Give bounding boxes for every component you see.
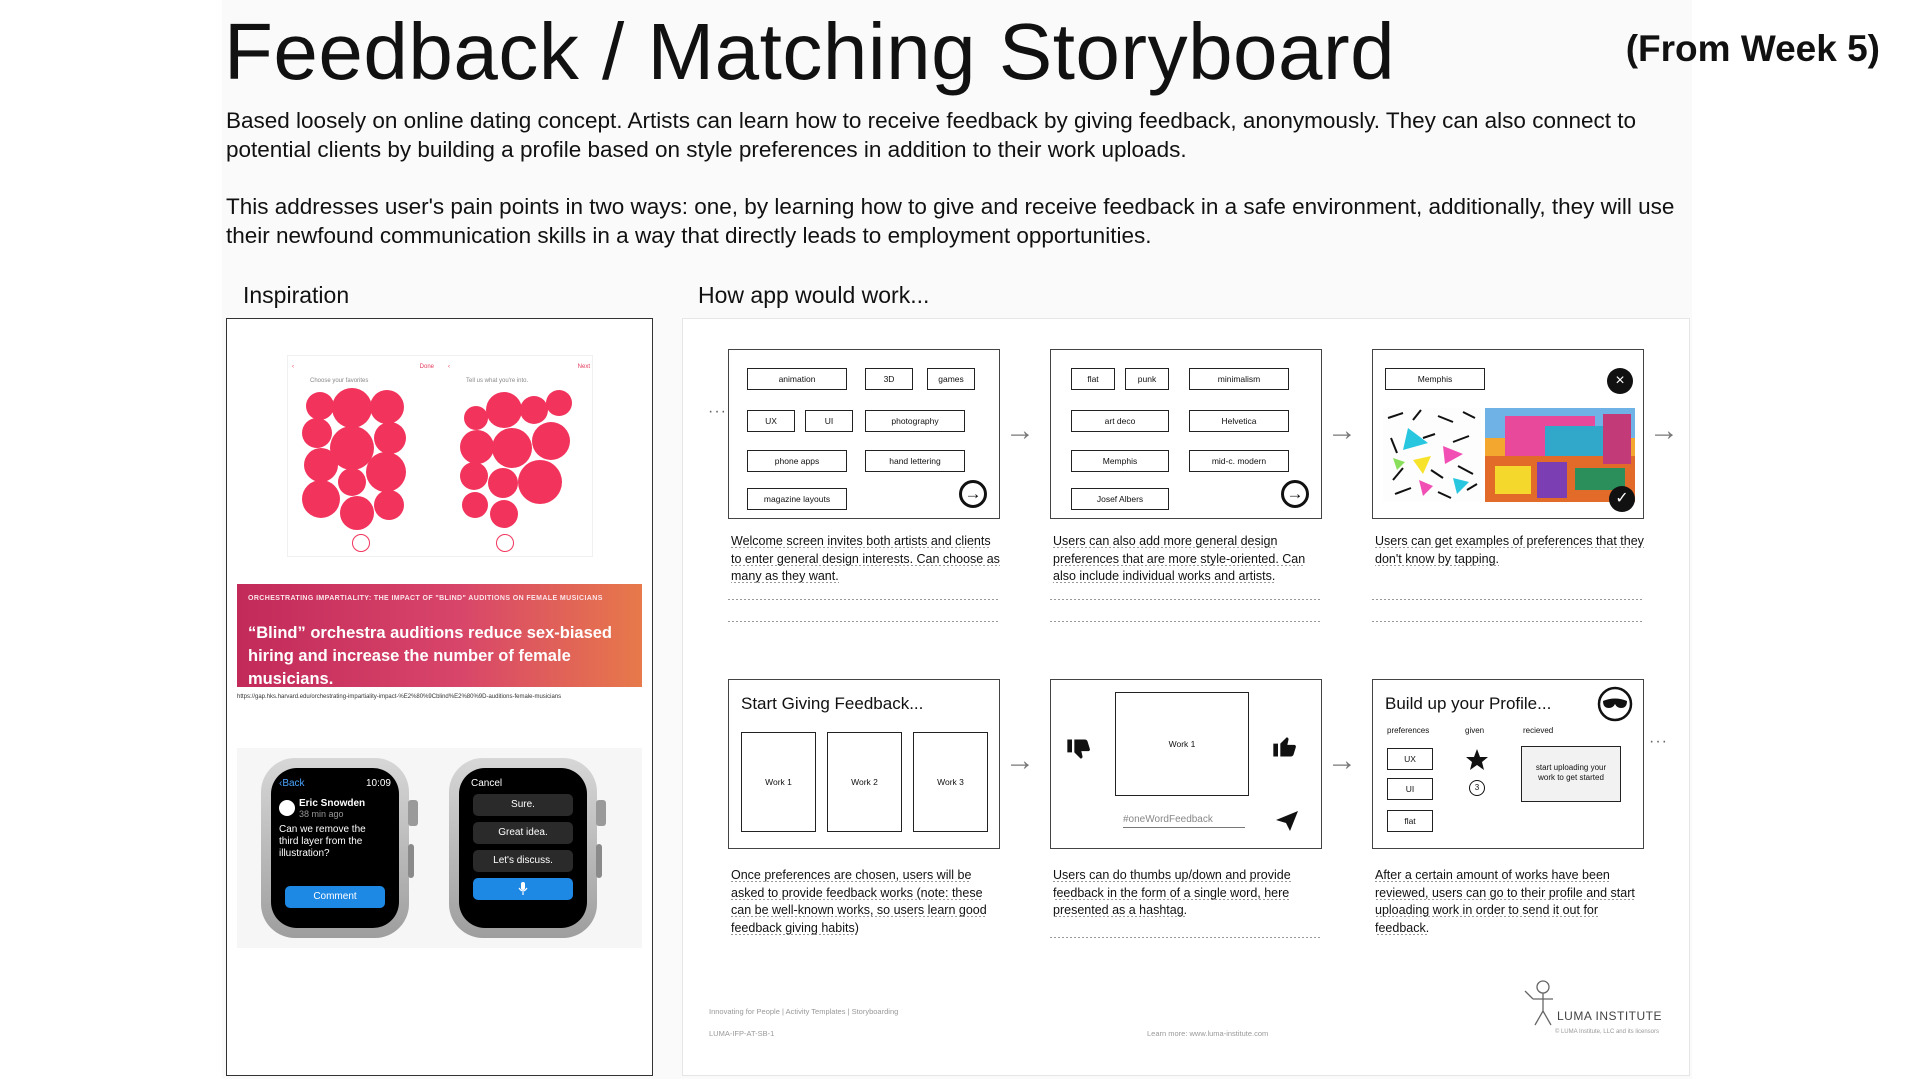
hashtag-feedback-input[interactable]: #oneWordFeedback — [1123, 814, 1245, 828]
tag-punk: punk — [1125, 368, 1169, 390]
page-title: Feedback / Matching Storyboard — [224, 7, 1396, 96]
footer-template-code: LUMA-IFP-AT-SB-1 — [709, 1029, 775, 1038]
close-icon[interactable]: × — [1607, 368, 1633, 394]
work-1-preview: Work 1 — [1115, 692, 1249, 796]
tag-josef-albers: Josef Albers — [1071, 488, 1169, 510]
work-2-card[interactable]: Work 2 — [827, 732, 902, 832]
frame-5-give-feedback — [1050, 679, 1322, 849]
inspiration-panel — [226, 318, 653, 1076]
watch-back-link: ‹Back — [279, 778, 305, 789]
tag-photography: photography — [865, 410, 965, 432]
bubble-heading-right: Tell us what you're into. — [466, 378, 529, 384]
footer-template-name: Innovating for People | Activity Templates | Storyboarding — [709, 1007, 899, 1016]
next-arrow-icon[interactable]: → — [959, 480, 987, 508]
tag-memphis-selected: Memphis — [1385, 368, 1485, 390]
article-kicker: ORCHESTRATING IMPARTIALITY: THE IMPACT OF "BLIND" AUDITIONS ON FEMALE MUSICIANS — [248, 595, 603, 602]
tag-art-deco: art deco — [1071, 410, 1169, 432]
intro-paragraph-2: This addresses user's pain points in two ways: one, by learning how to give and receive feedback in a safe environment, additionally, they will use their newfound communication skills in a way that directly leads to employment opportunities. — [226, 194, 1675, 248]
watch-left-screen — [271, 768, 399, 928]
work-1-card[interactable]: Work 1 — [741, 732, 816, 832]
watch-time: 10:09 — [365, 778, 391, 789]
given-column-label: given — [1465, 726, 1485, 735]
received-column-label: recieved — [1523, 726, 1554, 735]
profile-pref-ux: UX — [1387, 748, 1433, 770]
work-3-card[interactable]: Work 3 — [913, 732, 988, 832]
microphone-icon — [518, 882, 528, 896]
tag-animation: animation — [747, 368, 847, 390]
tag-magazine-layouts: magazine layouts — [747, 488, 847, 510]
next-arrow-icon[interactable]: → — [1281, 480, 1309, 508]
reply-option-discuss[interactable]: Let's discuss. — [473, 850, 573, 872]
start-feedback-title: Start Giving Feedback... — [741, 694, 924, 713]
frame-4-start-feedback — [728, 679, 1000, 849]
thumbs-down-icon[interactable] — [1065, 736, 1093, 764]
frame-6-build-profile — [1372, 679, 1644, 849]
tag-ux: UX — [747, 410, 795, 432]
upload-work-prompt[interactable]: start uploading your work to get started — [1521, 746, 1621, 802]
send-icon[interactable] — [1275, 810, 1299, 832]
tag-3d: 3D — [865, 368, 913, 390]
week-tag: (From Week 5) — [1625, 28, 1880, 69]
caption-frame-6: After a certain amount of works have been reviewed, users can go to their profile and start uploading work in order to send it out for feedback. — [1375, 868, 1635, 935]
phone-screen-right: ‹ Next Tell us what you're into. — [444, 356, 594, 558]
frame-2-style-preferences — [1050, 349, 1322, 519]
article-headline: “Blind” orchestra auditions reduce sex-biased hiring and increase the number of female musicians. — [248, 624, 613, 688]
tag-minimalism: minimalism — [1189, 368, 1289, 390]
build-profile-title: Build up your Profile... — [1385, 694, 1552, 713]
arrow-right-icon: → — [1005, 414, 1035, 447]
sender-name: Eric Snowden — [299, 798, 366, 809]
star-icon — [1465, 748, 1489, 772]
arrow-right-icon: → — [1005, 744, 1035, 777]
preferences-column-label: preferences — [1387, 726, 1430, 735]
reply-option-great-idea[interactable]: Great idea. — [473, 822, 573, 844]
tag-games: games — [927, 368, 975, 390]
watch-left — [261, 758, 409, 938]
memphis-pattern-image — [1383, 408, 1481, 502]
footer-copyright: © LUMA Institute, LLC and its licensors — [1554, 1029, 1659, 1035]
caption-frame-4: Once preferences are chosen, users will be asked to provide feedback works (note: these can be well-known works, so users learn good feedback giving habits) — [731, 868, 987, 935]
tag-memphis: Memphis — [1071, 450, 1169, 472]
next-link: Next — [577, 364, 590, 370]
done-link: Done — [419, 364, 434, 370]
tag-phone-apps: phone apps — [747, 450, 847, 472]
footer-learn-more: Learn more: www.luma-institute.com — [1147, 1029, 1269, 1038]
tag-hand-lettering: hand lettering — [865, 450, 965, 472]
mic-button[interactable] — [473, 878, 573, 900]
thumbs-up-icon[interactable] — [1271, 732, 1299, 760]
caption-frame-2: Users can also add more general design preferences that are more style-oriented. Can also include individual works and artists. — [1053, 534, 1306, 583]
luma-brand: LUMA INSTITUTE — [1557, 1009, 1663, 1023]
masked-avatar-icon — [1597, 686, 1633, 722]
reply-option-sure[interactable]: Sure. — [473, 794, 573, 816]
memphis-interior-image — [1485, 408, 1635, 502]
caption-frame-3: Users can get examples of preferences that they don't know by tapping. — [1375, 534, 1644, 566]
apple-watch-screenshots — [237, 748, 642, 948]
tag-helvetica: Helvetica — [1189, 410, 1289, 432]
article-url: https://gap.hks.harvard.edu/orchestrating-impartiality-impact-%E2%80%9Cblind%E2%80%9D-auditions-female-musicians — [237, 694, 562, 700]
tag-flat: flat — [1071, 368, 1115, 390]
watch-cancel-link[interactable]: Cancel — [471, 778, 503, 789]
how-app-works-label: How app would work... — [698, 282, 930, 308]
frame-1-interests — [728, 349, 1000, 519]
inspiration-label: Inspiration — [243, 282, 350, 308]
arrow-right-icon: → — [1327, 744, 1357, 777]
tag-mid-century-modern: mid-c. modern — [1189, 450, 1289, 472]
caption-frame-1: Welcome screen invites both artists and clients to enter general design interests. Can choose as many as they want. — [731, 534, 1000, 583]
frame-3-preference-examples — [1372, 349, 1644, 519]
profile-pref-flat: flat — [1387, 810, 1433, 832]
message-time: 38 min ago — [299, 809, 344, 819]
watch-right-screen — [459, 768, 587, 928]
avatar — [279, 800, 295, 816]
comment-button[interactable]: Comment — [285, 886, 385, 908]
checkmark-icon[interactable]: ✓ — [1609, 486, 1635, 512]
blind-auditions-article — [237, 584, 642, 687]
intro-paragraph-1: Based loosely on online dating concept. Artists can learn how to receive feedback by giving feedback, anonymously. They can also connect to potential clients by building a profile based on style preferences in addition to their work uploads. — [226, 108, 1637, 162]
bubble-heading-left: Choose your favorites — [310, 378, 369, 384]
caption-frame-5: Users can do thumbs up/down and provide feedback in the form of a single word, here presented as a hashtag. — [1053, 868, 1291, 917]
phone-screen-left: ‹ Done Choose your favorites — [288, 356, 438, 558]
profile-pref-ui: UI — [1387, 778, 1433, 800]
given-count-badge: 3 — [1469, 780, 1485, 796]
watch-right — [449, 758, 597, 938]
arrow-right-icon: → — [1327, 414, 1357, 447]
arrow-right-icon: → — [1649, 414, 1679, 447]
message-body: Can we remove the third layer from the illustration? — [279, 824, 366, 859]
bubble-picker-screenshot — [287, 355, 593, 557]
tag-ui: UI — [805, 410, 853, 432]
storyboard-template: ··· animation 3D games UX UI photography phone apps hand lettering magazine layouts → → flat punk minimalism art deco Helvetica Memphis mid-c. modern Josef Albers → → Memphis × ✓ → Welcome screen invites both artists and clients to enter general design interests. Can choose as many as they want. Users can also add more general design preferences that are more style-oriented. Can also include individual works and artists. Users can get examples of preferences that they don't know by tapping. Start Giving Feedback... Work 1 Work 2 Work 3 → Work 1 #oneWordFeedback → Build up your Profile... preferences given recieved UX UI flat 3 start uploading your work to get started ··· Once preferences are chosen, users will be asked to provide feedback works (note: these can be well-known works, so users learn good feedback giving habits) Users can do thumbs up/down and provide feedback in the form of a single word, here presented as a hashtag. After a certain amount of works have been reviewed, users can go to their profile and start uploading work in order to send it out for feedback. Innovating for People | Activity Templates | Storyboarding LUMA-IFP-AT-SB-1 Learn more: www.luma-institute.com © LUMA Institute, LLC and its licensors LUMA INSTITUTE — [682, 318, 1690, 1076]
